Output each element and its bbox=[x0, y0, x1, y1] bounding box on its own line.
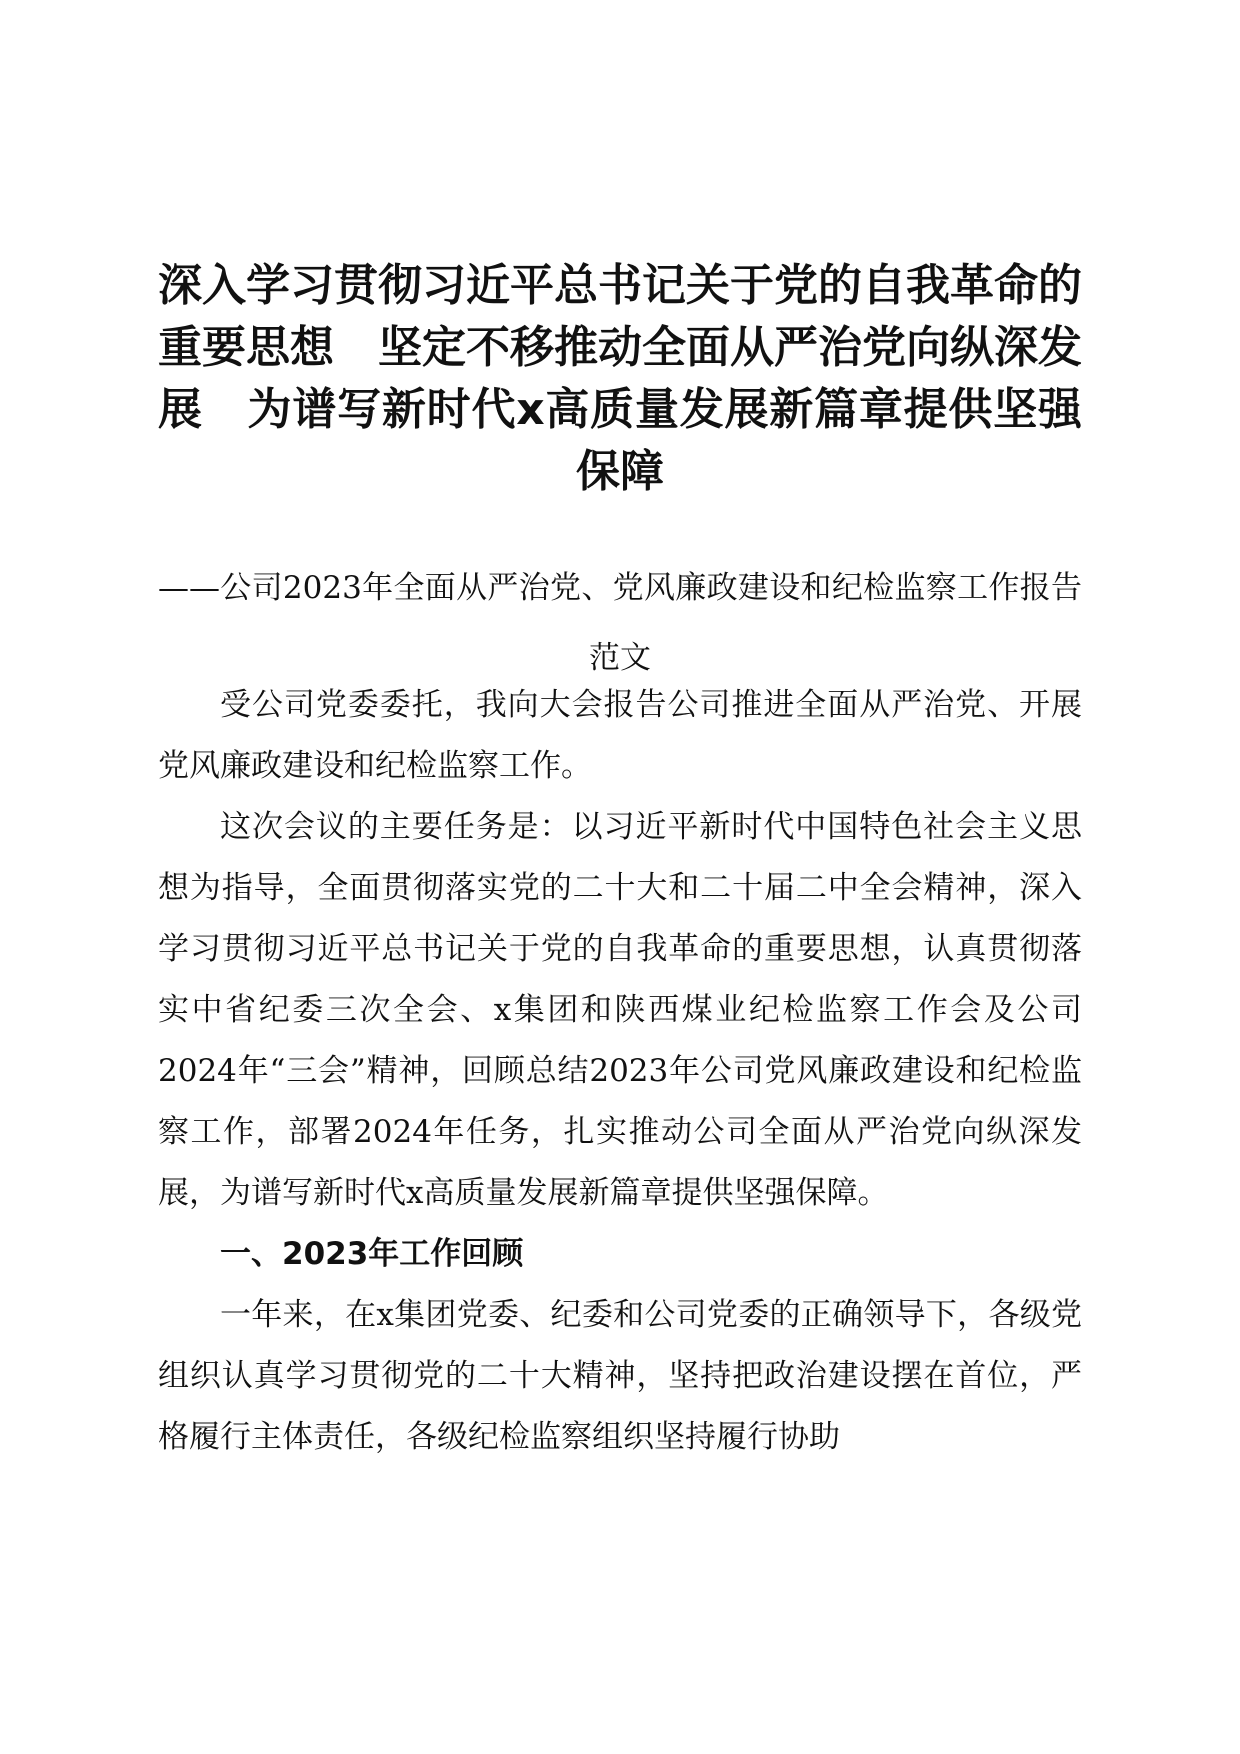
document-title: 深入学习贯彻习近平总书记关于党的自我革命的重要思想 坚定不移推动全面从严治党向纵深发展 为谱写新时代x高质量发展新篇章提供坚强保障 bbox=[158, 260, 1082, 497]
paragraph-intro: 受公司党委委托，我向大会报告公司推进全面从严治党、开展党风廉政建设和纪检监察工作。 bbox=[158, 687, 1082, 784]
document-body bbox=[158, 675, 1082, 1468]
section-paragraph: 一年来，在x集团党委、纪委和公司党委的正确领导下，各级党组织认真学习贯彻党的二十大精神，坚持把政治建设摆在首位，严格履行主体责任，各级纪检监察组织坚持履行协助 bbox=[158, 1297, 1082, 1455]
paragraph-tasks: 这次会议的主要任务是：以习近平新时代中国特色社会主义思想为指导，全面贯彻落实党的二十大和二十届二中全会精神，深入学习贯彻习近平总书记关于党的自我革命的重要思想，认真贯彻落实中省纪委三次全会、x集团和陕西煤业纪检监察工作会及公司2024年“三会”精神，回顾总结2023年公司党风廉政建设和纪检监察工作，部署2024年任务，扎实推动公司全面从严治党向纵深发展，为谱写新时代x高质量发展新篇章提供坚强保障。 bbox=[158, 809, 1082, 1211]
document-subtitle: ——公司2023年全面从严治党、党风廉政建设和纪检监察工作报告范文 bbox=[158, 570, 1082, 676]
section-heading: 一、2023年工作回顾 bbox=[220, 1236, 524, 1272]
